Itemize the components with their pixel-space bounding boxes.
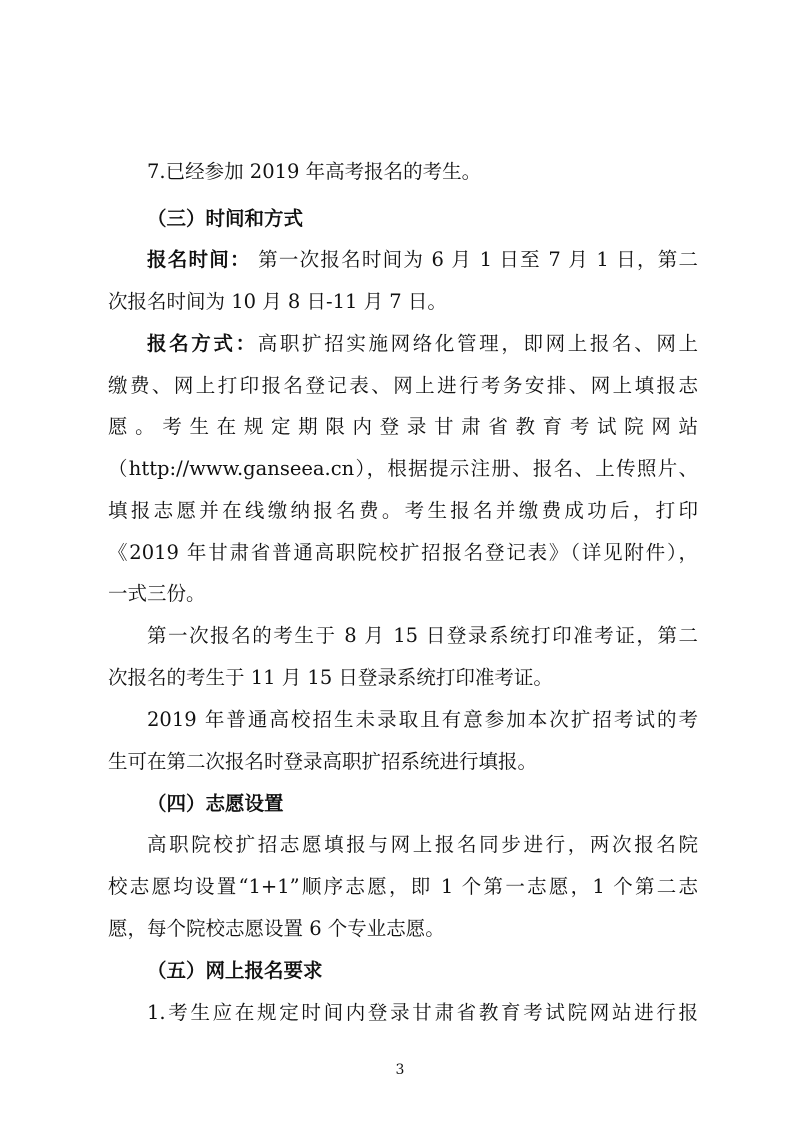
paragraph-line: 生可在第二次报名时登录高职扩招系统进行填报。 <box>108 750 538 773</box>
paragraph-line: 填报志愿并在线缴纳报名费。考生报名并缴费成功后，打印 <box>108 499 698 522</box>
paragraph-line: 校志愿均设置“1+1”顺序志愿，即 1 个第一志愿，1 个第二志 <box>108 875 698 898</box>
paragraph-line: 7.已经参加 2019 年高考报名的考生。 <box>147 160 482 183</box>
paragraph-line: 1.考生应在规定时间内登录甘肃省教育考试院网站进行报 <box>147 1001 698 1024</box>
section-heading-online-registration: （五）网上报名要求 <box>147 959 323 982</box>
paragraph-line: 第一次报名的考生于 8 月 15 日登录系统打印准考证，第二 <box>147 624 698 647</box>
paragraph-line: 缴费、网上打印报名登记表、网上进行考务安排、网上填报志 <box>108 374 698 397</box>
section-heading-time-method: （三）时间和方式 <box>147 207 304 230</box>
registration-time-text: 第一次报名时间为 6 月 1 日至 7 月 1 日，第二 <box>250 248 698 271</box>
paragraph-line-website: （http://www.ganseea.cn），根据提示注册、报名、上传照片、 <box>108 457 698 480</box>
paragraph-line: 愿。考生在规定期限内登录甘肃省教育考试院网站 <box>108 415 698 438</box>
section-heading-preference-settings: （四）志愿设置 <box>147 792 284 815</box>
paragraph-line: 次报名的考生于 11 月 15 日登录系统打印准考证。 <box>108 666 553 689</box>
paragraph-line <box>147 330 698 358</box>
paragraph-line: 《2019 年甘肃省普通高职院校扩招报名登记表》（详见附件）， <box>108 541 698 564</box>
paragraph-line: 2019 年普通高校招生未录取且有意参加本次扩招考试的考 <box>147 708 698 731</box>
paragraph-line: 一式三份。 <box>108 582 206 605</box>
paragraph-line <box>147 246 698 274</box>
registration-method-text: 高职扩招实施网络化管理，即网上报名、网上 <box>257 332 698 355</box>
paragraph-line: 高职院校扩招志愿填报与网上报名同步进行，两次报名院 <box>147 833 698 856</box>
label-registration-method: 报名方式： <box>147 332 258 355</box>
paragraph-line: 次报名时间为 10 月 8 日-11 月 7 日。 <box>108 290 447 313</box>
label-registration-time: 报名时间： <box>147 248 251 271</box>
paragraph-line: 愿，每个院校志愿设置 6 个专业志愿。 <box>108 917 445 940</box>
page-number: 3 <box>395 1062 405 1078</box>
